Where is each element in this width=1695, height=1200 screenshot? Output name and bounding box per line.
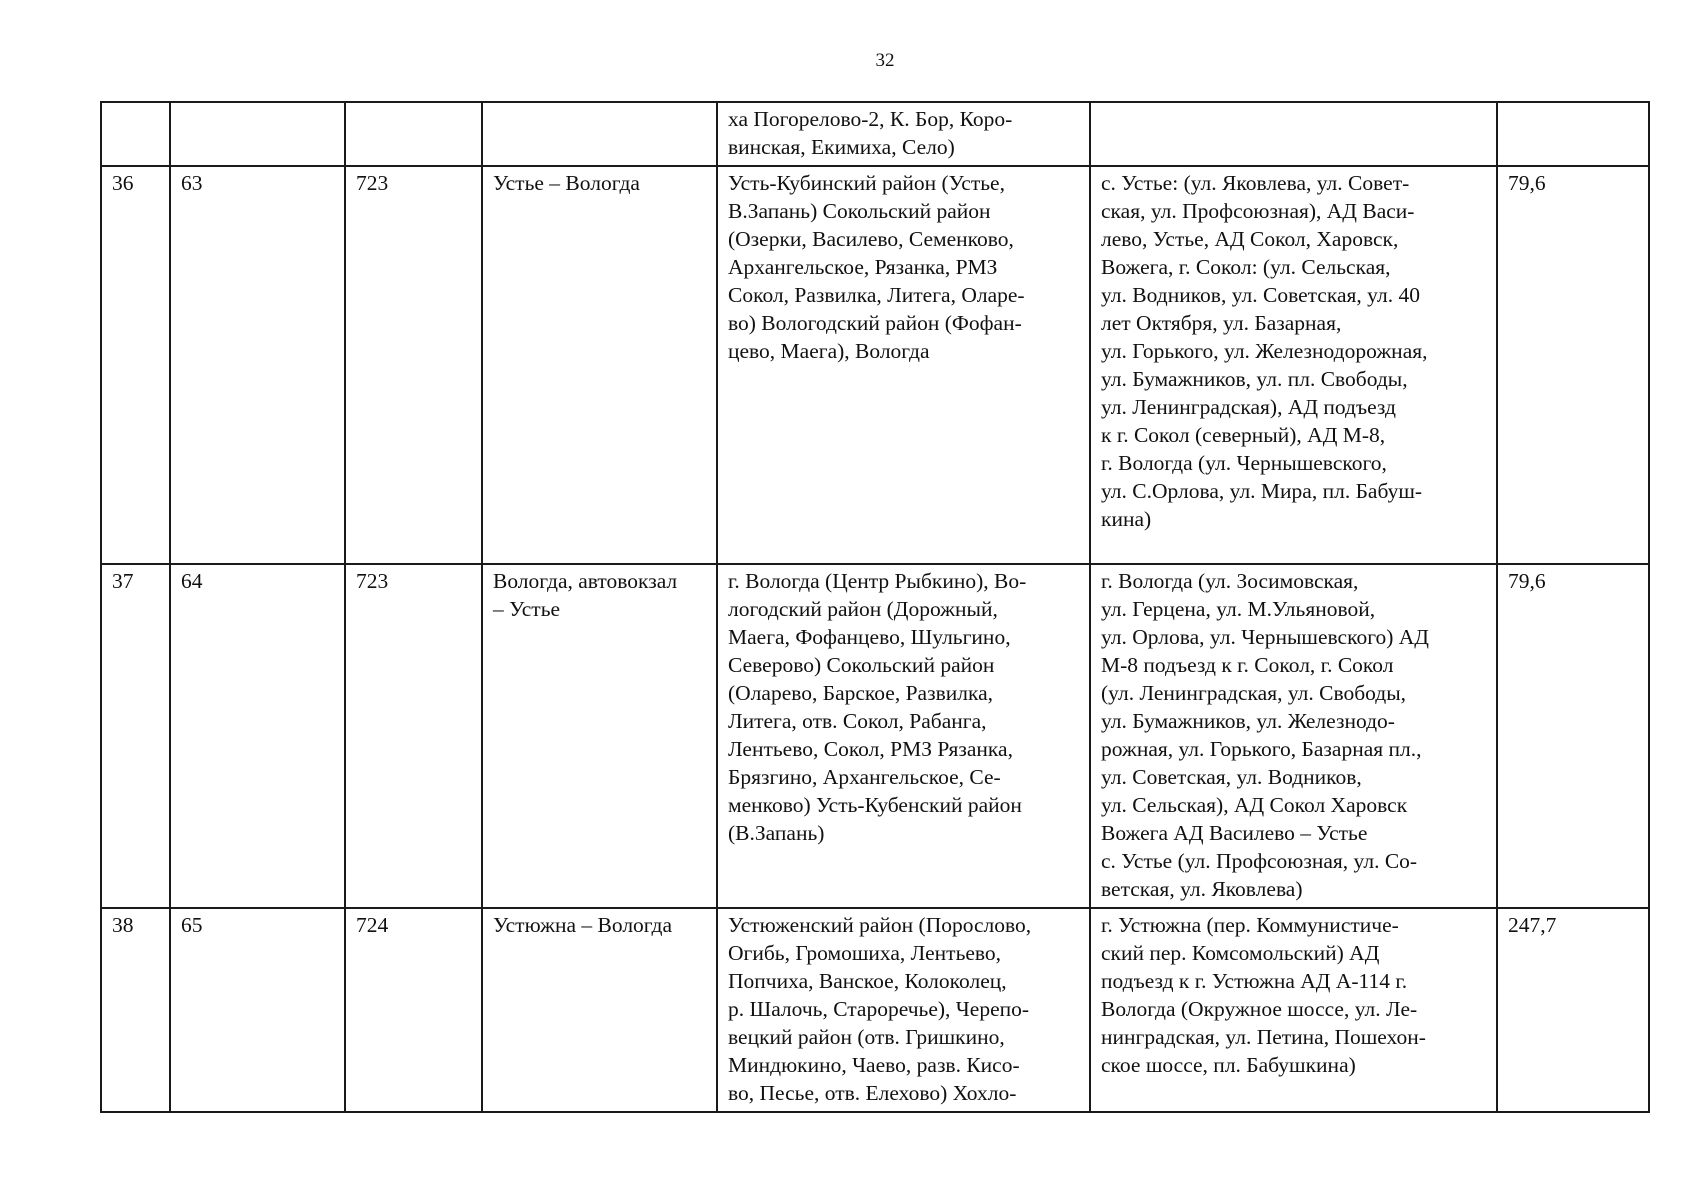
table-row-continuation	[101, 102, 1649, 166]
cell-reg-no: 724	[345, 908, 482, 1112]
cell-route-name	[482, 102, 717, 166]
cell-stops: Устюженский район (Порослово, Огибь, Громошиха, Лентьево, Попчиха, Ванское, Колоколец, р. Шалочь, Староречье), Черепо- вецкий район (отв. Гришкино, Миндюкино, Чаево, разв. Кисо- во, Песье, отв. Елехово) Хохло-	[717, 908, 1090, 1112]
cell-length: 247,7	[1497, 908, 1649, 1112]
cell-no: 36	[101, 166, 170, 564]
cell-route-name: Вологда, автовокзал – Устье	[482, 564, 717, 908]
cell-reg-no: 723	[345, 166, 482, 564]
cell-route-no: 64	[170, 564, 345, 908]
cell-reg-no	[345, 102, 482, 166]
cell-stops: Усть-Кубинский район (Устье, В.Запань) Сокольский район (Озерки, Василево, Семенково, Архангельское, Рязанка, РМЗ Сокол, Развилка, Литега, Оларе- во) Вологодский район (Фофан- цево, Маега), Вологда	[717, 166, 1090, 564]
cell-stops: г. Вологда (Центр Рыбкино), Во- логодский район (Дорожный, Маега, Фофанцево, Шульгино, Северово) Сокольский район (Оларево, Барское, Развилка, Литега, отв. Сокол, Рабанга, Лентьево, Сокол, РМЗ Рязанка, Брязгино, Архангельское, Се- менково) Усть-Кубенский район (В.Запань)	[717, 564, 1090, 908]
table-row	[101, 908, 1649, 1112]
cell-length	[1497, 102, 1649, 166]
routes-table	[100, 101, 1650, 1113]
cell-no: 37	[101, 564, 170, 908]
cell-reg-no: 723	[345, 564, 482, 908]
cell-no	[101, 102, 170, 166]
cell-route-name: Устье – Вологда	[482, 166, 717, 564]
cell-streets: с. Устье: (ул. Яковлева, ул. Совет- ская, ул. Профсоюзная), АД Васи- лево, Устье, АД Сокол, Харовск, Вожега, г. Сокол: (ул. Сельская, ул. Водников, ул. Советская, ул. 40 лет Октября, ул. Базарная, ул. Горького, ул. Железнодорожная, ул. Бумажников, ул. пл. Свободы, ул. Ленинградская), АД подъезд к г. Сокол (северный), АД М-8, г. Вологда (ул. Чернышевского, ул. С.Орлова, ул. Мира, пл. Бабуш- кина)	[1090, 166, 1497, 564]
table-row	[101, 564, 1649, 908]
cell-route-no: 63	[170, 166, 345, 564]
cell-streets	[1090, 102, 1497, 166]
cell-no: 38	[101, 908, 170, 1112]
cell-length: 79,6	[1497, 166, 1649, 564]
table-row	[101, 166, 1649, 564]
cell-stops: ха Погорелово-2, К. Бор, Коро- винская, Екимиха, Село)	[717, 102, 1090, 166]
cell-route-no: 65	[170, 908, 345, 1112]
cell-streets: г. Вологда (ул. Зосимовская, ул. Герцена, ул. М.Ульяновой, ул. Орлова, ул. Чернышевского) АД М-8 подъезд к г. Сокол, г. Сокол (ул. Ленинградская, ул. Свободы, ул. Бумажников, ул. Железнодо- рожная, ул. Горького, Базарная пл., ул. Советская, ул. Водников, ул. Сельская), АД Сокол Харовск Вожега АД Василево – Устье с. Устье (ул. Профсоюзная, ул. Со- ветская, ул. Яковлева)	[1090, 564, 1497, 908]
cell-route-name: Устюжна – Вологда	[482, 908, 717, 1112]
cell-length: 79,6	[1497, 564, 1649, 908]
cell-route-no	[170, 102, 345, 166]
page-number: 32	[875, 50, 895, 71]
cell-streets: г. Устюжна (пер. Коммунистиче- ский пер. Комсомольский) АД подъезд к г. Устюжна АД А-114 г. Вологда (Окружное шоссе, ул. Ле- нинградская, ул. Петина, Пошехон- ское шоссе, пл. Бабушкина)	[1090, 908, 1497, 1112]
